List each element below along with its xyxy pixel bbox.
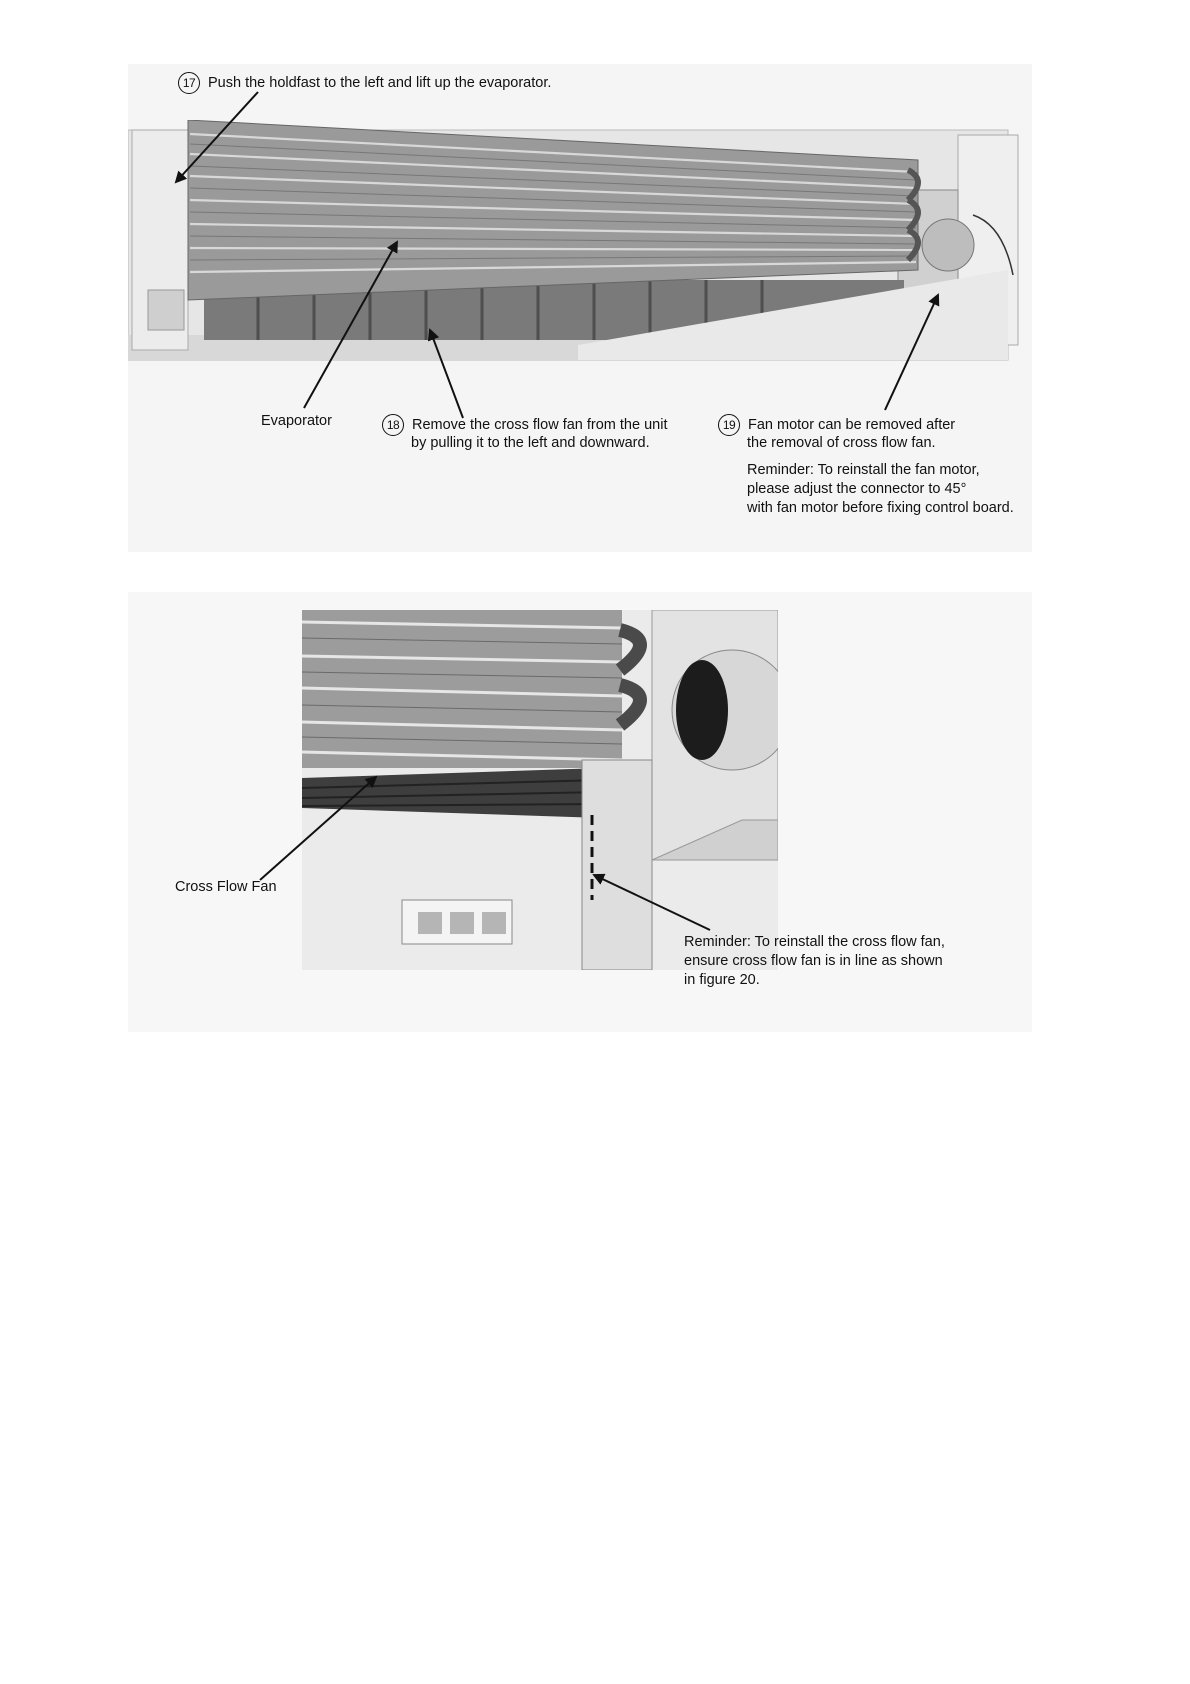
step-19-line1: Fan motor can be removed after <box>748 416 956 433</box>
step-17-text: Push the holdfast to the left and lift up the evaporator. <box>208 74 552 91</box>
arrow-fan-motor <box>885 295 938 410</box>
cross-flow-fan-reminder-line2: ensure cross flow fan is in line as shown <box>684 953 943 969</box>
step-18-line1: Remove the cross flow fan from the unit <box>412 416 668 433</box>
step-18 <box>382 414 667 436</box>
evaporator-label: Evaporator <box>261 413 332 429</box>
step-19-number: 19 <box>718 414 740 436</box>
cross-flow-fan-label: Cross Flow Fan <box>175 879 277 895</box>
fan-motor-reminder-line2: please adjust the connector to 45° <box>747 481 967 497</box>
step-18-line2: by pulling it to the left and downward. <box>411 435 650 451</box>
step-19 <box>718 414 955 436</box>
arrow-cross-flow-fan-top <box>430 330 463 418</box>
step-19-line2: the removal of cross flow fan. <box>747 435 936 451</box>
arrow-fan-alignment <box>594 875 710 930</box>
step-18-number: 18 <box>382 414 404 436</box>
arrow-evaporator <box>304 242 397 408</box>
step-17 <box>178 72 551 94</box>
fan-motor-reminder-line3: with fan motor before fixing control board. <box>747 500 1014 516</box>
fan-motor-reminder-line1: Reminder: To reinstall the fan motor, <box>747 462 980 478</box>
step-17-number: 17 <box>178 72 200 94</box>
arrow-holdfast <box>176 92 258 182</box>
cross-flow-fan-reminder-line1: Reminder: To reinstall the cross flow fan, <box>684 934 945 950</box>
arrow-cross-flow-fan-bottom <box>260 777 376 880</box>
cross-flow-fan-reminder-line3: in figure 20. <box>684 972 760 988</box>
